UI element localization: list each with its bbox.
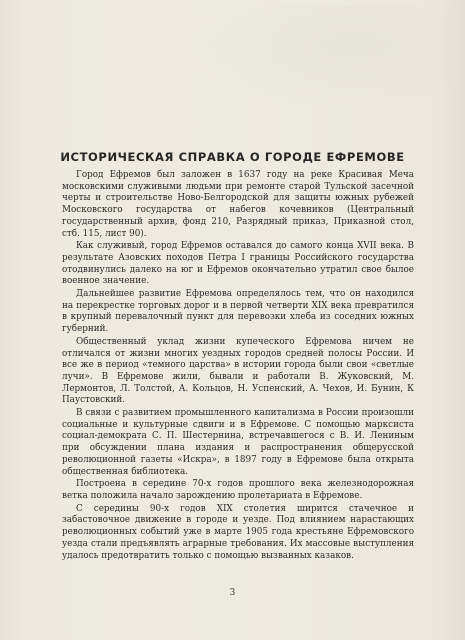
paragraph: С середины 90-х годов XIX столетия ширится стачечное и забастовочное движение в городе и уезде. Под влиянием нарастающих революционных событий уже в марте 1905 года крестьяне Ефремовского уезда стали предъявлять аграрные требования. Их массовые выступления удалось предотвратить только с помощью вызванных казаков.	[62, 503, 414, 561]
paragraph: Дальнейшее развитие Ефремова определялось тем, что он находился на перекрестке торговых дорог и в первой четверти XIX века превратился в крупный перевалочный пункт для перевозки хлеба из соседних южных губерний.	[62, 289, 414, 335]
page-number: 3	[229, 588, 236, 598]
paragraph: Общественный уклад жизни купеческого Ефремова ничем не отличался от жизни многих уездных городов средней полосы России. И все же в период «темного царства» в истории города были свои «светлые лучи». В Ефремове жили, бывали и работали В. Жуковский, М. Лермонтов, Л. Толстой, А. Кольцов, Н. Успенский, А. Чехов, И. Бунин, К Паустовский.	[62, 336, 414, 406]
paragraph: Как служивый, город Ефремов оставался до самого конца XVII века. В результате Азовских походов Петра I границы Российского государства отодвинулись далеко на юг и Ефремов окончательно утратил свое былое военное значение.	[62, 241, 414, 287]
show-through-shadow	[180, 6, 450, 106]
article-body	[62, 170, 414, 563]
page-title: ИСТОРИЧЕСКАЯ СПРАВКА О ГОРОДЕ ЕФРЕМОВЕ	[60, 150, 405, 164]
paragraph: Построена в середине 70-х годов прошлого века железнодорожная ветка положила начало зарождению пролетариата в Ефремове.	[62, 479, 414, 501]
paragraph: В связи с развитием промышленного капитализма в России произошли социальные и культурные сдвиги и в Ефремове. С помощью марксиста социал-демократа С. П. Шестернина, встречавшегося с В. И. Лениным при обсуждении плана издания и распространения общерусской революционной газеты «Искра», в 1897 году в Ефремове была открыта общественная библиотека.	[62, 408, 414, 477]
paragraph: Город Ефремов был заложен в 1637 году на реке Красивая Меча московскими служивыми людьми при ремонте старой Тульской засечной черты и строительстве Ново-Белгородской для защиты южных рубежей Московского государства от набегов кочевников (Центральный государственный архив, фонд 210, Разрядный приказ, Приказной стол, стб. 115, лист 90).	[62, 170, 414, 239]
